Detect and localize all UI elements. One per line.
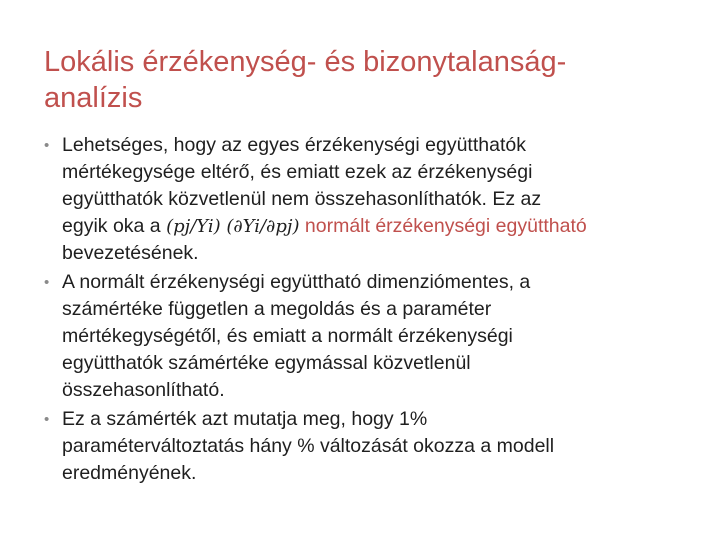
bullet-dot-icon: • bbox=[44, 137, 50, 154]
bullet-1-line-5: bevezetésének. bbox=[62, 242, 199, 264]
bullet-2-line-1: A normált érzékenységi együttható dimenziómentes, a bbox=[62, 271, 531, 293]
bullet-dot-icon: • bbox=[44, 274, 50, 291]
title-line-1: Lokális érzékenység- és bizonytalanság- bbox=[44, 46, 567, 78]
bullet-1-line-1: Lehetséges, hogy az egyes érzékenységi együtthatók bbox=[62, 134, 526, 156]
bullet-2-line-5: összehasonlítható. bbox=[62, 379, 225, 401]
bullet-3-line-1: Ez a számérték azt mutatja meg, hogy 1% bbox=[62, 408, 428, 430]
slide-title bbox=[44, 44, 684, 116]
title-line-2: analízis bbox=[44, 82, 143, 114]
bullet-item-1 bbox=[44, 132, 694, 267]
bullet-1-line-4-prefix: egyik oka a bbox=[62, 215, 167, 237]
bullet-3-line-3: eredményének. bbox=[62, 462, 197, 484]
bullet-1-line-3: együtthatók közvetlenül nem összehasonlíthatók. Ez az bbox=[62, 188, 542, 210]
bullet-dot-icon: • bbox=[44, 411, 50, 428]
bullet-item-3 bbox=[44, 406, 694, 487]
bullet-3-line-2: paraméterváltoztatás hány % változását okozza a modell bbox=[62, 435, 555, 457]
bullet-2-line-3: mértékegységétől, és emiatt a normált érzékenységi bbox=[62, 325, 513, 347]
sensitivity-formula: (pj/Yi) (∂Yi/∂pj) bbox=[166, 216, 300, 237]
bullet-1-line-4 bbox=[62, 213, 694, 240]
bullet-2-line-2: számértéke független a megoldás és a paraméter bbox=[62, 298, 492, 320]
bullet-item-2 bbox=[44, 269, 694, 404]
bullet-1-line-2: mértékegysége eltérő, és emiatt ezek az érzékenységi bbox=[62, 161, 533, 183]
normalized-coefficient-highlight: normált érzékenységi együttható bbox=[299, 215, 587, 237]
bullet-list bbox=[44, 132, 694, 489]
bullet-2-line-4: együtthatók számértéke egymással közvetlenül bbox=[62, 352, 471, 374]
